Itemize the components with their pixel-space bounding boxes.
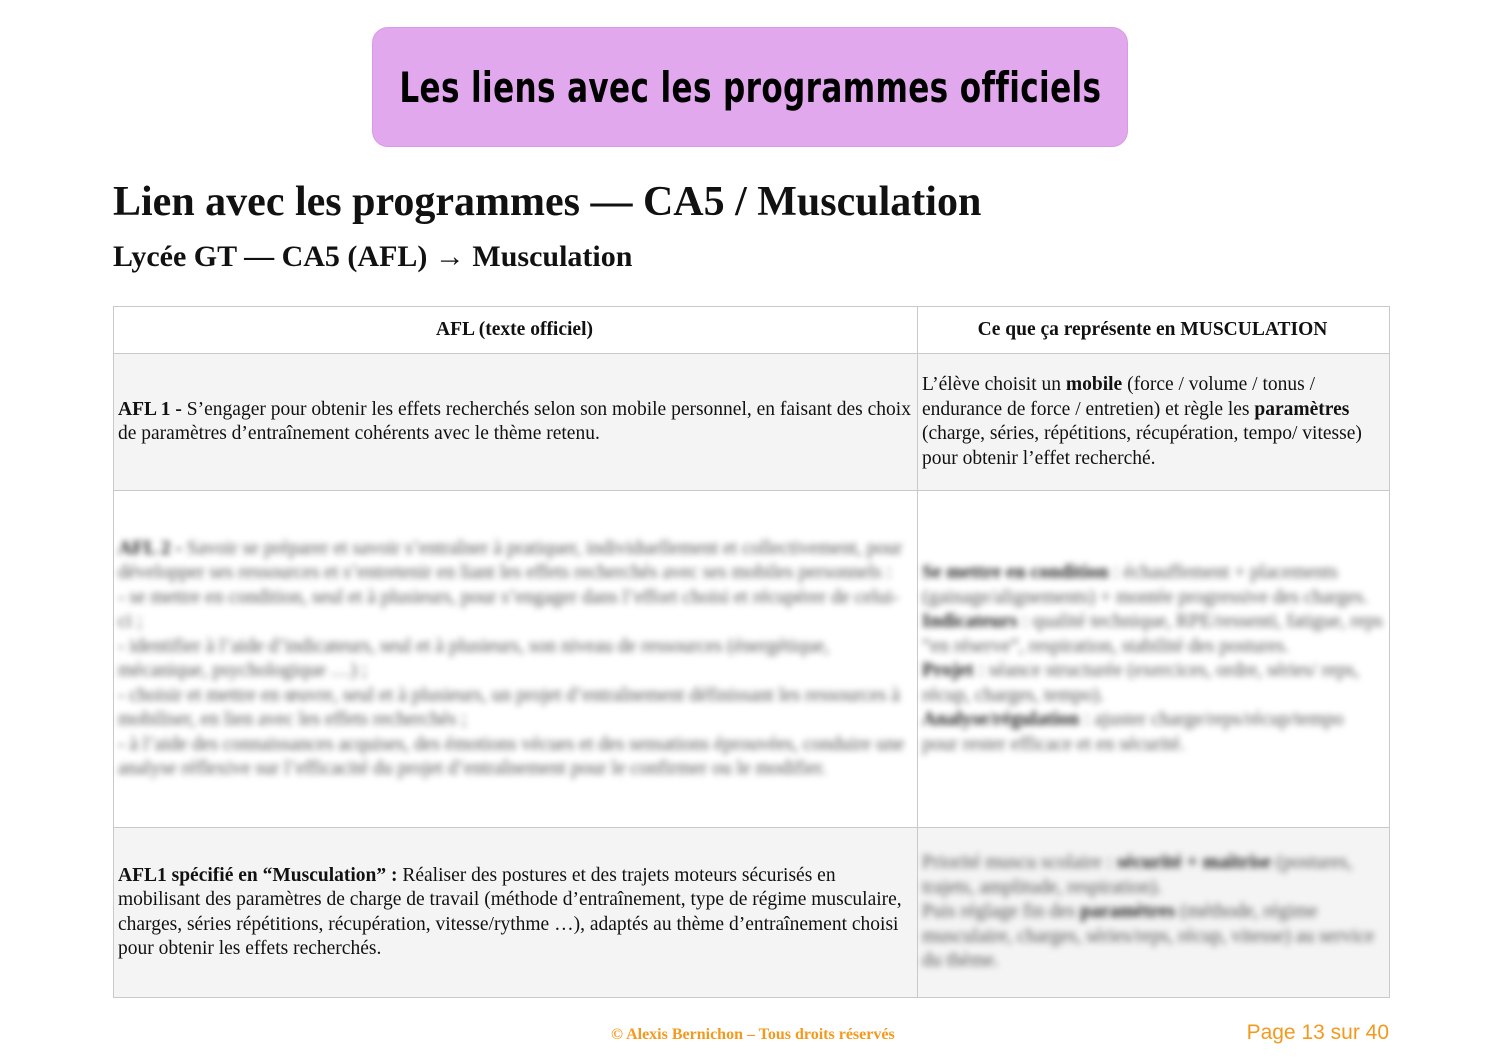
text-segment: (force / volume / tonus / endurance de force / entretien) et règle les [922, 374, 1316, 420]
page-subtitle: Lycée GT — CA5 (AFL) → Musculation [113, 240, 633, 273]
text-segment: (méthode, régime musculaire, charges, séries/reps, récup, vitesse) au service du thème. [922, 901, 1375, 972]
blurred-text [922, 561, 1383, 757]
text-segment: S’engager pour obtenir les effets recherchés selon son mobile personnel, en faisant des choix de paramètres d’entraînement cohérents avec le thème retenu. [118, 398, 911, 444]
text-segment: : échauffement + placements (gainage/alignements) + montée progressive des charges. [922, 562, 1368, 608]
text-segment: - à l’aide des connaissances acquises, des émotions vécues et des sensations éprouvées, conduire une analyse réflexive sur l’efficacité du projet d’entraînement pour le confirmer ou le modifier. [118, 733, 905, 779]
text-segment: sécurité + maîtrise [1116, 852, 1272, 874]
text-segment: AFL 2 - [118, 537, 187, 559]
text-segment: Se mettre en condition [922, 562, 1109, 583]
table-header-row [114, 307, 1390, 354]
text-segment: - choisir et mettre en œuvre, seul et à plusieurs, un projet d’entraînement définissant les ressources à mobiliser, en lien avec les effets recherchés ; [118, 684, 900, 730]
afl-table [113, 306, 1390, 998]
text-segment: Réaliser des postures et des trajets moteurs sécurisés en mobilisant des paramètres de charge de travail (méthode d’entraînement, type de régime musculaire, charges, séries répétitions, récupération, vitesse/rythme …), adaptés au thème d’entraînement choisi pour obtenir les effets recherchés. [118, 864, 902, 959]
section-banner [372, 27, 1128, 147]
text-segment: (charge, séries, répétitions, récupération, tempo/ vitesse) pour obtenir l’effet recherché. [922, 423, 1362, 469]
text-segment: - se mettre en condition, seul et à plusieurs, pour s’engager dans l’effort choisi et récupérer de celui-ci ; [118, 586, 899, 632]
text-segment: : qualité technique, RPE/ressenti, fatigue, reps “en réserve”, respiration, stabilité des postures. [922, 611, 1383, 657]
blurred-text [118, 537, 911, 782]
cell-musculation [918, 354, 1390, 491]
header-afl: AFL (texte officiel) [114, 307, 918, 354]
text-segment: Projet [922, 660, 974, 681]
text-segment: Savoir se préparer et savoir s’entraîner à pratiquer, individuellement et collectivement, pour développer ses ressources et s’entretenir en liant les effets recherchés avec ses mobiles personnels : [118, 537, 903, 583]
table-row [114, 354, 1390, 491]
text-segment: : ajuster charge/reps/récup/tempo pour rester efficace et en sécurité. [922, 709, 1344, 755]
text-segment: L’élève choisit un [922, 374, 1066, 395]
text-segment: Analyse/régulation [922, 709, 1080, 730]
text-segment: : séance structurée (exercices, ordre, séries/ reps, récup, charges, tempo). [922, 660, 1360, 706]
cell-musculation [918, 491, 1390, 828]
text-segment: Indicateurs [922, 611, 1018, 632]
text-segment: - identifier à l’aide d’indicateurs, seul et à plusieurs, son niveau de ressources (énergétique, mécanique, psychologique …) ; [118, 635, 830, 681]
text-segment: (postures, trajets, amplitude, respiration). [922, 852, 1353, 898]
text-segment: Puis réglage fin des [922, 901, 1081, 923]
table-row [114, 491, 1390, 828]
text-segment: AFL1 spécifié en “Musculation” : [118, 864, 403, 886]
text-segment: mobile [1065, 374, 1123, 395]
table-row [114, 828, 1390, 998]
cell-afl [114, 354, 918, 491]
cell-afl [114, 828, 918, 998]
page-title: Lien avec les programmes — CA5 / Musculation [113, 179, 982, 225]
text-segment: Priorité muscu scolaire : [922, 852, 1117, 874]
banner-title: Les liens avec les programmes officiels [398, 62, 1102, 112]
copyright: © Alexis Bernichon – Tous droits réservés [611, 1026, 895, 1043]
header-musculation: Ce que ça représente en MUSCULATION [918, 307, 1390, 354]
text-segment: AFL 1 - [118, 398, 187, 420]
cell-afl [114, 491, 918, 828]
cell-musculation [918, 828, 1390, 998]
blurred-text [922, 851, 1383, 974]
page-number: Page 13 sur 40 [1246, 1021, 1389, 1044]
text-segment: paramètres [1080, 901, 1176, 923]
text-segment: paramètres [1254, 398, 1350, 420]
